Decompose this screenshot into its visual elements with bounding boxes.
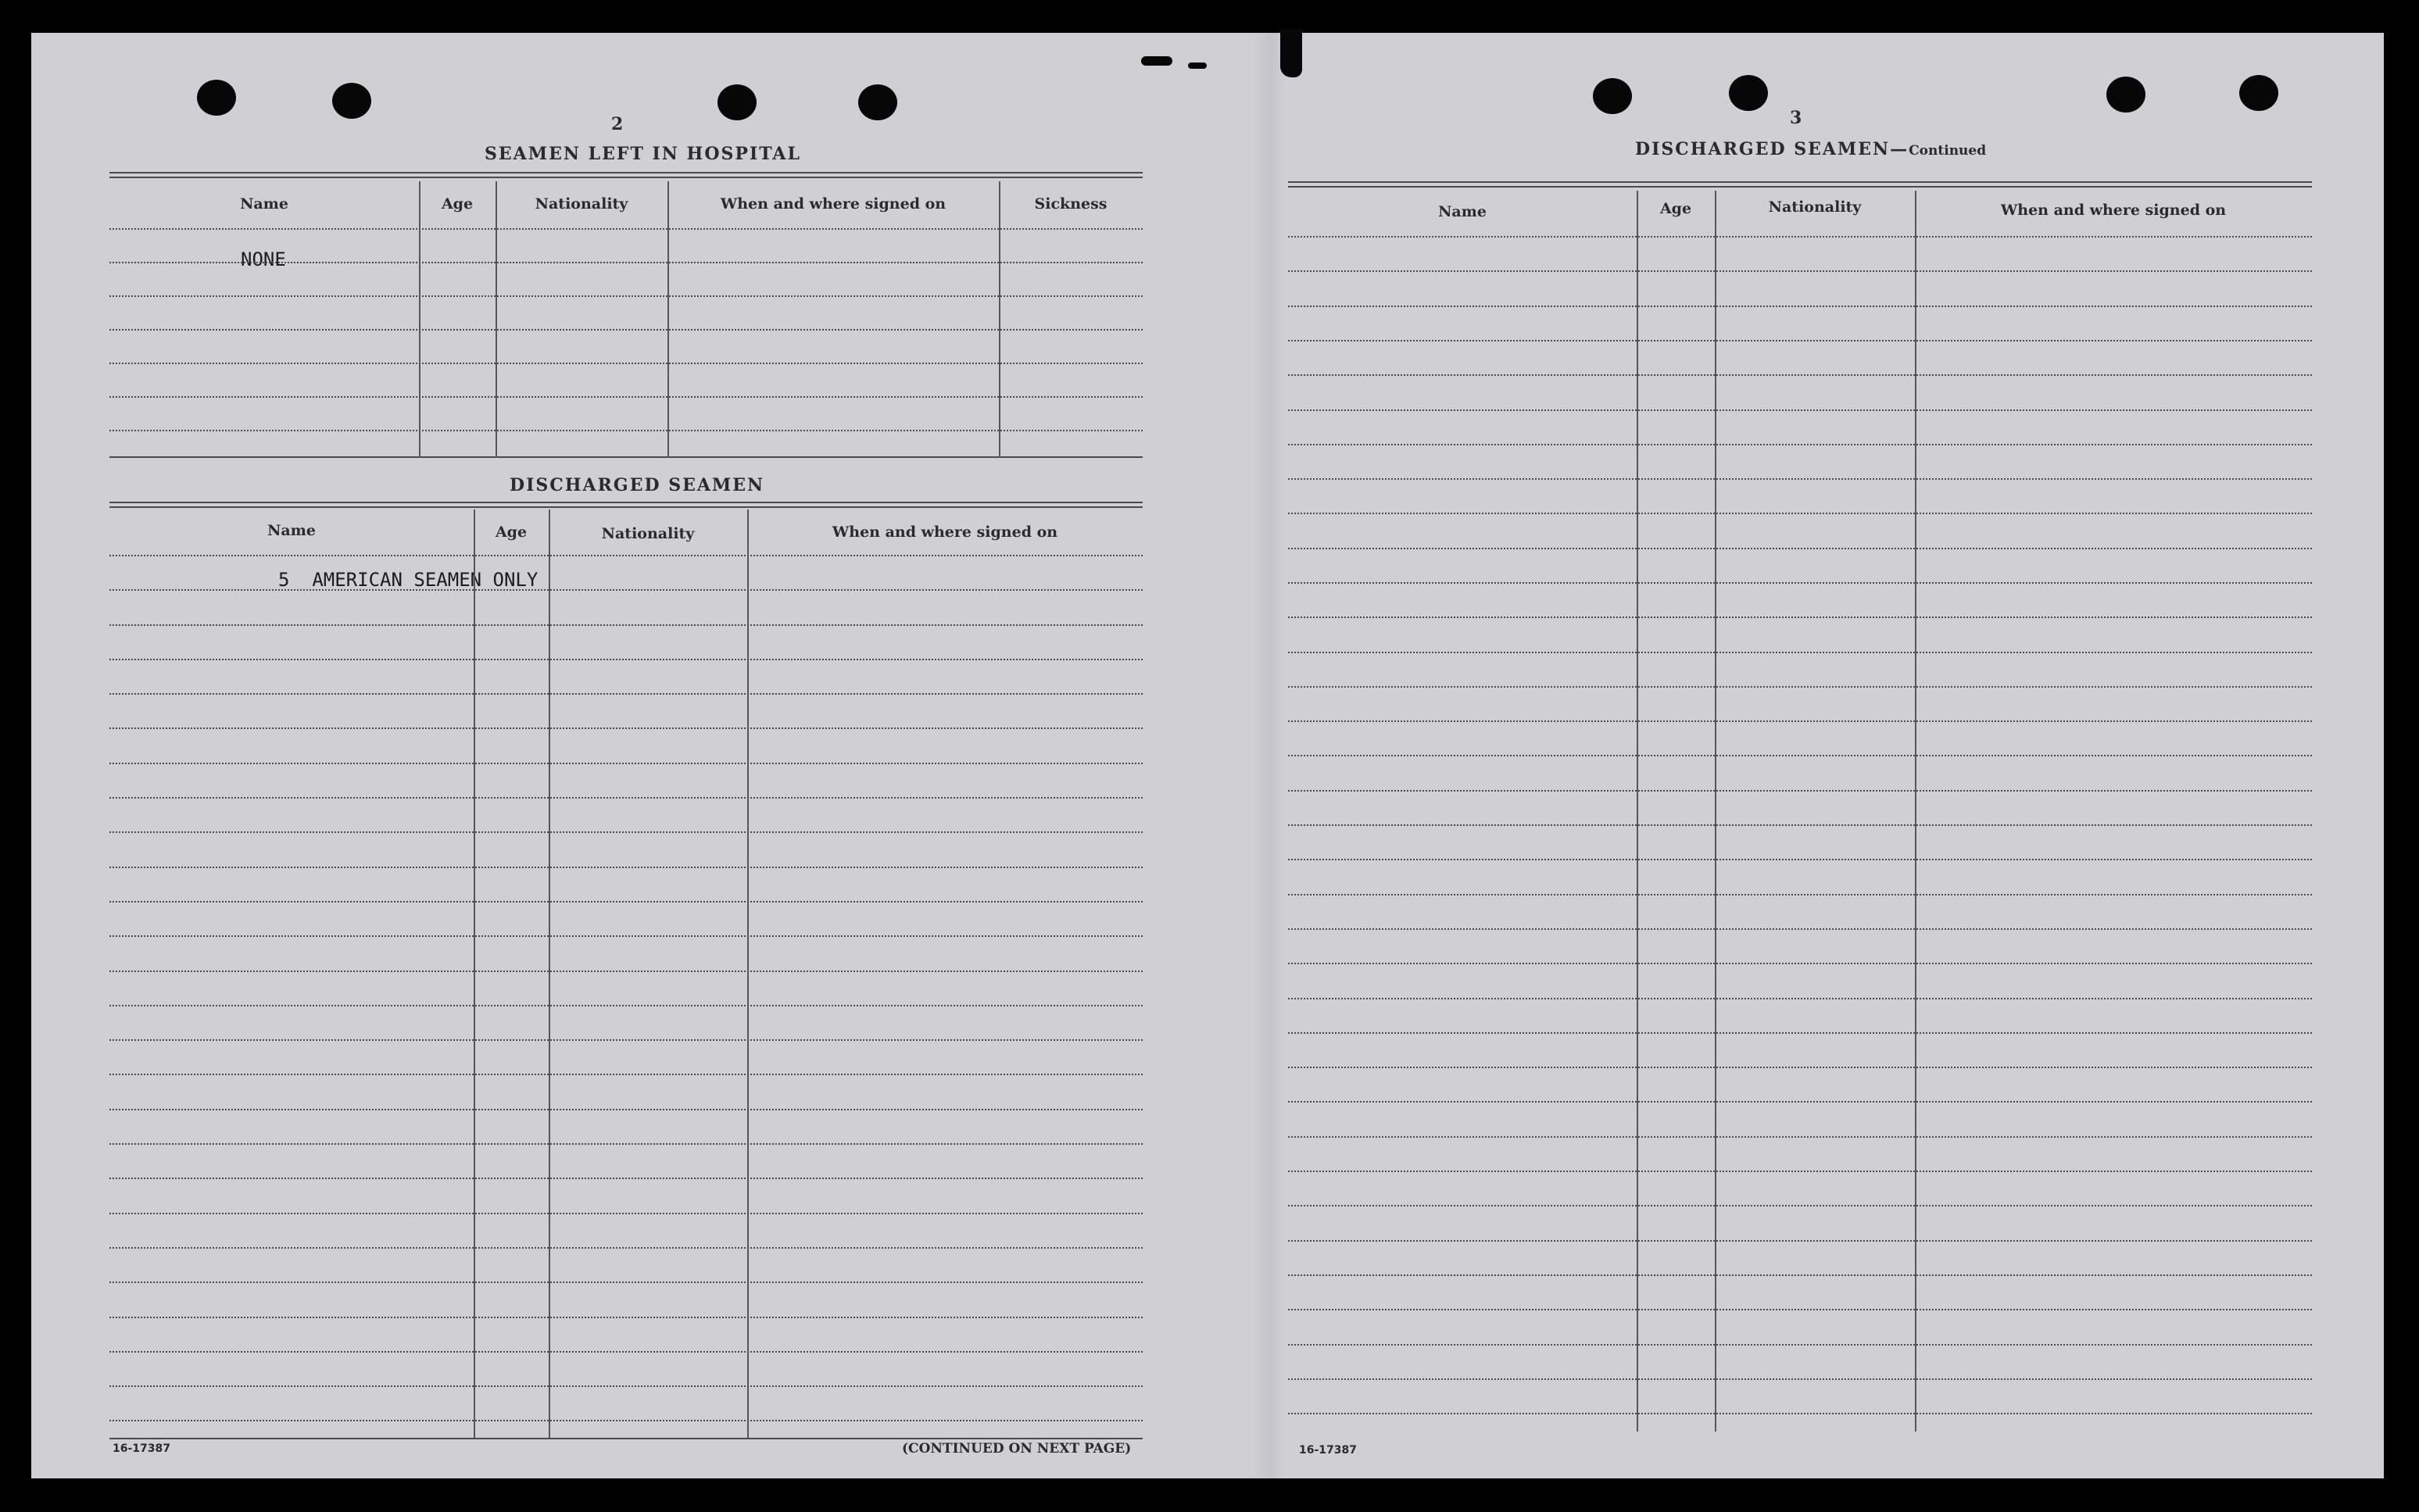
ruled-row-line [1288, 755, 2312, 756]
ruled-row-line [1288, 444, 2312, 445]
ruled-row-line [109, 295, 1143, 297]
column-header-age: Age [441, 195, 474, 213]
column-divider [419, 181, 420, 458]
ruled-row-line [1288, 652, 2312, 653]
punch-hole [2106, 77, 2145, 113]
ruled-row-line [109, 1385, 1143, 1387]
ruled-row-line [1288, 998, 2312, 999]
column-divider [999, 181, 1000, 458]
column-divider [667, 181, 669, 458]
ruled-row-line [1288, 548, 2312, 549]
ruled-row-line [109, 1074, 1143, 1075]
ruled-row-line [109, 659, 1143, 660]
ruled-row-line [1288, 790, 2312, 792]
ruled-row-line [109, 1005, 1143, 1006]
punch-hole [858, 84, 897, 120]
punch-hole [2239, 75, 2278, 111]
ruled-row-line [1288, 1171, 2312, 1172]
ruled-row-line [1288, 306, 2312, 307]
section-title-hospital: SEAMEN LEFT IN HOSPITAL [485, 144, 801, 164]
page-number: 2 [611, 114, 624, 134]
section-rule [109, 456, 1143, 458]
ruled-row-line [109, 1281, 1143, 1283]
form-number: 16-17387 [113, 1442, 170, 1455]
punch-hole [717, 84, 757, 120]
punch-hole [332, 83, 371, 119]
ruled-row-line [1288, 963, 2312, 964]
paper-mark [1188, 63, 1207, 69]
punch-hole [1593, 78, 1632, 114]
section-title-continued [1635, 139, 1986, 159]
column-divider [1637, 191, 1638, 1432]
ruled-row-line [109, 1317, 1143, 1318]
column-header-signed-on: When and where signed on [720, 195, 946, 213]
discharged-entry: 5 AMERICAN SEAMEN ONLY [278, 569, 539, 591]
column-header-nationality: Nationality [535, 195, 628, 213]
ruled-row-line [109, 430, 1143, 431]
ruled-row-line [109, 1039, 1143, 1041]
column-divider [549, 509, 550, 1438]
column-header-nationality: Nationality [1768, 198, 1862, 216]
ruled-row-line [109, 693, 1143, 695]
column-header-age: Age [495, 524, 528, 541]
ruled-row-line [109, 727, 1143, 729]
column-header-signed-on: When and where signed on [2000, 202, 2227, 219]
ruled-row-line [109, 396, 1143, 398]
ruled-row-line [1288, 409, 2312, 411]
ruled-row-line [109, 1351, 1143, 1353]
column-header-nationality: Nationality [601, 525, 695, 542]
ruled-row-line [109, 555, 1143, 556]
column-header-name: Name [240, 195, 288, 213]
column-header-age: Age [1659, 200, 1692, 217]
hospital-entry: NONE [241, 248, 286, 270]
ruled-row-line [109, 797, 1143, 799]
ruled-row-line [109, 763, 1143, 764]
ruled-row-line [109, 589, 1143, 591]
ruled-row-line [1288, 1101, 2312, 1103]
ruled-row-line [109, 1178, 1143, 1179]
ruled-row-line [1288, 928, 2312, 930]
punch-hole [197, 80, 236, 116]
ruled-row-line [1288, 686, 2312, 688]
ruled-row-line [1288, 720, 2312, 722]
column-divider [747, 509, 749, 1438]
ruled-row-line [1288, 859, 2312, 860]
ruled-row-line [1288, 1413, 2312, 1414]
page-number: 3 [1790, 108, 1802, 128]
ruled-row-line [1288, 894, 2312, 895]
ruled-row-line [109, 1420, 1143, 1421]
ruled-row-line [1288, 374, 2312, 376]
ruled-row-line [109, 1247, 1143, 1249]
ruled-row-line [1288, 1032, 2312, 1034]
column-header-sickness: Sickness [1034, 195, 1108, 213]
paper-mark [1141, 56, 1172, 66]
bottom-rule [109, 1438, 1143, 1439]
ruled-row-line [109, 1213, 1143, 1214]
ruled-row-line [1288, 617, 2312, 618]
double-rule [109, 172, 1143, 178]
ruled-row-line [109, 867, 1143, 868]
punch-hole [1729, 75, 1768, 111]
double-rule [1288, 181, 2312, 188]
ruled-row-line [1288, 270, 2312, 272]
ruled-row-line [109, 262, 1143, 263]
paper-tear [1280, 29, 1302, 77]
ruled-row-line [109, 831, 1143, 833]
section-title-discharged: DISCHARGED SEAMEN [510, 475, 765, 495]
ruled-row-line [1288, 1378, 2312, 1380]
ruled-row-line [109, 970, 1143, 972]
ruled-row-line [109, 1109, 1143, 1110]
ruled-row-line [109, 363, 1143, 364]
ruled-row-line [109, 624, 1143, 626]
ruled-row-line [1288, 1205, 2312, 1206]
column-header-signed-on: When and where signed on [832, 524, 1058, 541]
title-main: DISCHARGED SEAMEN— [1635, 139, 1909, 159]
column-divider [496, 181, 497, 458]
ruled-row-line [109, 329, 1143, 331]
ruled-row-line [1288, 1136, 2312, 1138]
ruled-row-line [109, 228, 1143, 230]
page-spine [1254, 33, 1286, 1478]
column-divider [1715, 191, 1716, 1432]
scanned-document [31, 33, 2384, 1478]
double-rule [109, 502, 1143, 508]
ruled-row-line [1288, 1309, 2312, 1310]
ruled-row-line [109, 901, 1143, 903]
ruled-row-line [1288, 1240, 2312, 1242]
ruled-row-line [109, 935, 1143, 937]
ruled-row-line [1288, 478, 2312, 480]
ruled-row-line [1288, 1067, 2312, 1068]
ruled-row-line [1288, 1344, 2312, 1346]
form-number: 16-17387 [1299, 1444, 1357, 1457]
ruled-row-line [1288, 513, 2312, 514]
column-header-name: Name [267, 522, 316, 539]
title-suffix: Continued [1909, 143, 1987, 159]
column-header-name: Name [1438, 203, 1487, 220]
ruled-row-line [109, 1143, 1143, 1145]
column-divider [474, 509, 475, 1438]
ruled-row-line [1288, 582, 2312, 584]
continued-note: (CONTINUED ON NEXT PAGE) [902, 1441, 1132, 1457]
ruled-row-line [1288, 236, 2312, 238]
ruled-row-line [1288, 1274, 2312, 1276]
ruled-row-line [1288, 824, 2312, 826]
column-divider [1915, 191, 1916, 1432]
ruled-row-line [1288, 340, 2312, 341]
